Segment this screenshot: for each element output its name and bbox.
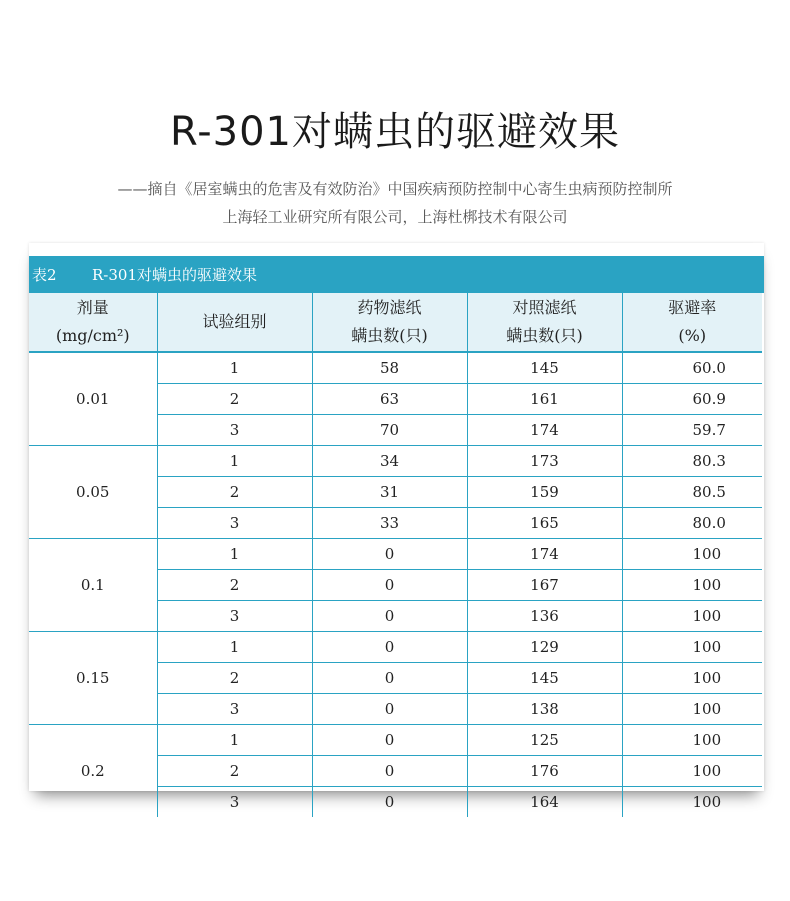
table-caption-number: 表2 xyxy=(32,266,57,284)
header-rate-line1: 驱避率 xyxy=(668,298,717,317)
treated-count-cell: 70 xyxy=(312,415,467,446)
table-row xyxy=(29,446,762,477)
treated-count-cell: 0 xyxy=(312,787,467,818)
control-count-cell: 138 xyxy=(467,694,622,725)
repellency-rate-cell: 80.3 xyxy=(692,452,726,470)
group-cell: 2 xyxy=(157,570,312,601)
header-group-label: 试验组别 xyxy=(202,312,267,331)
repellency-rate-cell: 100 xyxy=(692,638,722,656)
treated-count-cell: 0 xyxy=(312,725,467,756)
header-treated xyxy=(312,293,467,352)
treated-count-cell: 0 xyxy=(312,663,467,694)
control-count-cell: 159 xyxy=(467,477,622,508)
group-cell: 3 xyxy=(157,601,312,632)
treated-count-cell: 0 xyxy=(312,570,467,601)
table-card xyxy=(29,243,764,811)
page-title: R-301对螨虫的驱避效果 xyxy=(170,109,620,155)
dose-cell: 0.01 xyxy=(29,352,157,446)
repellency-rate-cell: 100 xyxy=(692,700,722,718)
repellency-rate-cell: 100 xyxy=(692,607,722,625)
group-cell: 1 xyxy=(157,446,312,477)
header-group xyxy=(157,293,312,352)
treated-count-cell: 0 xyxy=(312,632,467,663)
treated-count-cell: 0 xyxy=(312,539,467,570)
repellency-rate-cell: 100 xyxy=(692,576,722,594)
repellency-rate-cell: 80.5 xyxy=(692,483,726,501)
table-row xyxy=(29,725,762,756)
treated-count-cell: 0 xyxy=(312,756,467,787)
dose-cell: 0.2 xyxy=(29,725,157,818)
treated-count-cell: 63 xyxy=(312,384,467,415)
source-citation xyxy=(0,175,790,231)
control-count-cell: 129 xyxy=(467,632,622,663)
header-dose xyxy=(29,293,157,352)
table-caption-title: R-301对螨虫的驱避效果 xyxy=(92,266,257,284)
source-line-1: ——摘自《居室螨虫的危害及有效防治》中国疾病预防控制中心寄生虫病预防控制所 xyxy=(117,180,673,198)
treated-count-cell: 0 xyxy=(312,694,467,725)
header-treated-line1: 药物滤纸 xyxy=(357,298,422,317)
treated-count-cell: 34 xyxy=(312,446,467,477)
header-dose-line2: (mg/cm²) xyxy=(55,326,130,345)
group-cell: 1 xyxy=(157,352,312,384)
table-header-row xyxy=(29,293,762,352)
repellency-rate-cell: 60.9 xyxy=(692,390,726,408)
control-count-cell: 164 xyxy=(467,787,622,818)
group-cell: 2 xyxy=(157,756,312,787)
control-count-cell: 161 xyxy=(467,384,622,415)
dose-cell: 0.15 xyxy=(29,632,157,725)
repellency-rate-cell: 100 xyxy=(692,762,722,780)
control-count-cell: 165 xyxy=(467,508,622,539)
group-cell: 1 xyxy=(157,725,312,756)
source-line-2: 上海轻工业研究所有限公司，上海杜梆技术有限公司 xyxy=(222,208,568,226)
control-count-cell: 176 xyxy=(467,756,622,787)
repellency-rate-cell: 100 xyxy=(692,793,722,811)
dose-cell: 0.1 xyxy=(29,539,157,632)
treated-count-cell: 58 xyxy=(312,352,467,384)
table-body xyxy=(29,352,762,817)
treated-count-cell: 31 xyxy=(312,477,467,508)
group-cell: 3 xyxy=(157,415,312,446)
control-count-cell: 174 xyxy=(467,415,622,446)
table-row xyxy=(29,352,762,384)
control-count-cell: 167 xyxy=(467,570,622,601)
group-cell: 2 xyxy=(157,384,312,415)
header-treated-line2: 螨虫数(只) xyxy=(351,326,428,345)
group-cell: 3 xyxy=(157,787,312,818)
group-cell: 2 xyxy=(157,477,312,508)
repellency-rate-cell: 80.0 xyxy=(692,514,726,532)
group-cell: 2 xyxy=(157,663,312,694)
treated-count-cell: 0 xyxy=(312,601,467,632)
header-control xyxy=(467,293,622,352)
treated-count-cell: 33 xyxy=(312,508,467,539)
repellency-rate-cell: 60.0 xyxy=(692,359,726,377)
header-control-line2: 螨虫数(只) xyxy=(506,326,583,345)
dose-cell: 0.05 xyxy=(29,446,157,539)
table-row xyxy=(29,632,762,663)
control-count-cell: 136 xyxy=(467,601,622,632)
table-caption xyxy=(29,256,764,293)
group-cell: 1 xyxy=(157,632,312,663)
control-count-cell: 173 xyxy=(467,446,622,477)
header-rate xyxy=(622,293,762,352)
repellency-rate-cell: 100 xyxy=(692,545,722,563)
control-count-cell: 174 xyxy=(467,539,622,570)
control-count-cell: 145 xyxy=(467,352,622,384)
group-cell: 3 xyxy=(157,694,312,725)
repellency-rate-cell: 100 xyxy=(692,669,722,687)
repellency-rate-cell: 59.7 xyxy=(692,421,726,439)
header-control-line1: 对照滤纸 xyxy=(512,298,577,317)
group-cell: 1 xyxy=(157,539,312,570)
control-count-cell: 145 xyxy=(467,663,622,694)
repellency-rate-cell: 100 xyxy=(692,731,722,749)
group-cell: 3 xyxy=(157,508,312,539)
control-count-cell: 125 xyxy=(467,725,622,756)
table-row xyxy=(29,539,762,570)
header-rate-line2: (%) xyxy=(678,326,707,345)
repellency-table xyxy=(29,293,762,817)
header-dose-line1: 剂量 xyxy=(76,298,109,317)
